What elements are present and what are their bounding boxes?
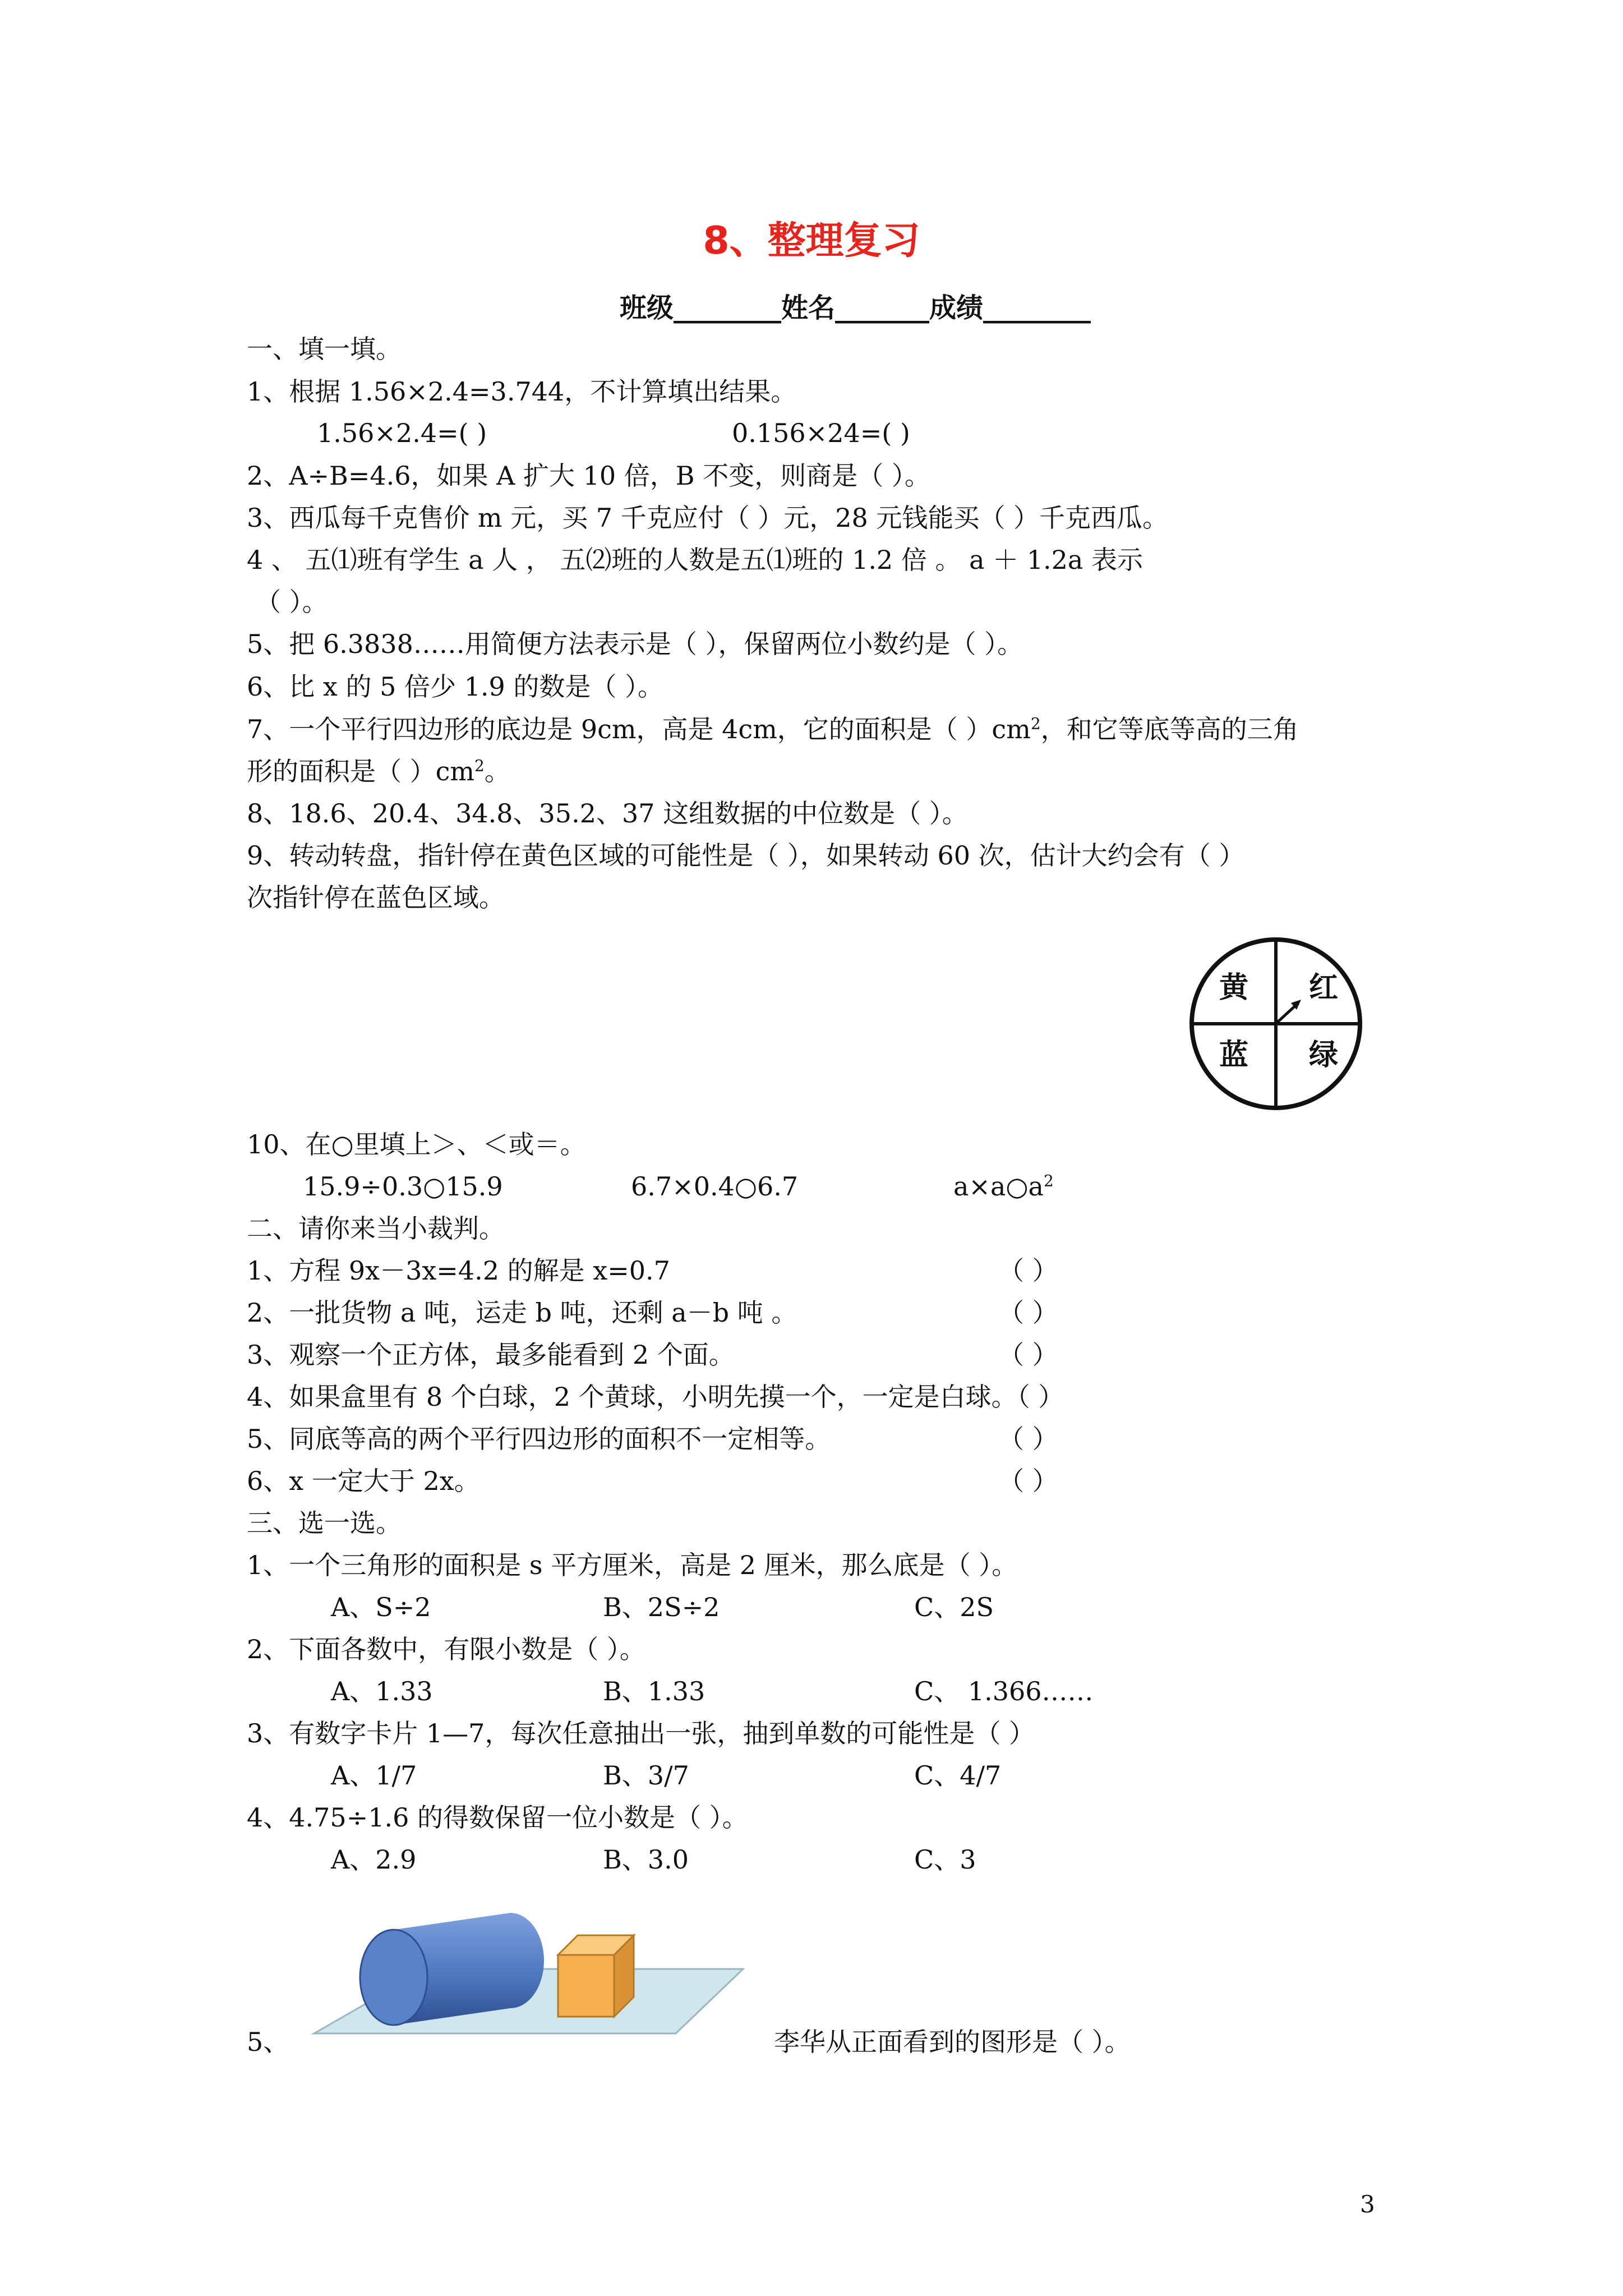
- spinner-label-yellow: 黄: [1219, 971, 1249, 1005]
- fill-q7-line1-tail: ，和它等底等高的三角: [1040, 714, 1299, 744]
- choose-q1-option-b: B、2S÷2: [603, 1592, 720, 1622]
- fill-q1a: 1.56×2.4=( ): [317, 418, 487, 448]
- choose-q3-option-a: A、1/7: [331, 1760, 417, 1791]
- choose-q4-option-b: B、3.0: [603, 1844, 689, 1875]
- judge-item-4: 4、如果盒里有 8 个白球，2 个黄球，小明先摸一个，一定是白球。（ ）: [247, 1382, 1064, 1412]
- fill-q5: 5、把 6.3838……用简便方法表示是（ ），保留两位小数约是（ ）。: [247, 629, 1023, 659]
- solids-figure: [308, 1902, 746, 2047]
- choose-q3-option-c: C、4/7: [914, 1760, 1002, 1791]
- student-info-line: 班级________姓名_______成绩________: [620, 292, 1091, 324]
- judge-item-1: 1、方程 9x－3x=4.2 的解是 x=0.7: [247, 1255, 670, 1286]
- fill-q7-line2-text: 形的面积是（ ）cm: [247, 756, 475, 786]
- fill-q7-line2: [247, 754, 510, 788]
- cube-front: [558, 1955, 614, 2017]
- judge-item-1-bracket: （ ）: [998, 1255, 1058, 1286]
- choose-q2: 2、下面各数中，有限小数是（ ）。: [247, 1634, 645, 1664]
- judge-item-5-bracket: （ ）: [998, 1424, 1058, 1454]
- fill-q7-line2-tail: 。: [484, 756, 510, 786]
- fill-q7-line1: [247, 712, 1299, 746]
- page-number: 3: [1360, 2191, 1375, 2218]
- judge-item-3-bracket: （ ）: [998, 1340, 1058, 1370]
- page-title: 8、整理复习: [703, 219, 920, 263]
- judge-item-5: 5、同底等高的两个平行四边形的面积不一定相等。: [247, 1424, 831, 1454]
- choose-q1-option-a: A、S÷2: [331, 1592, 431, 1622]
- fill-q2: 2、A÷B=4.6，如果 A 扩大 10 倍，B 不变，则商是（ ）。: [247, 461, 930, 491]
- fill-q9-line2: 次指针停在蓝色区域。: [247, 882, 505, 913]
- fill-q9-line1: 9、转动转盘，指针停在黄色区域的可能性是（ ），如果转动 60 次，估计大约会有（ ）: [247, 840, 1245, 871]
- spinner-figure: [1183, 931, 1368, 1116]
- choose-q5: 李华从正面看到的图形是（ ）。: [774, 2027, 1131, 2057]
- section-fill-heading: 一、填一填。: [247, 334, 402, 364]
- section-choose-heading: 三、选一选。: [247, 1508, 402, 1538]
- judge-item-2: 2、一批货物 a 吨，运走 b 吨，还剩 a－b 吨 。: [247, 1297, 797, 1328]
- fill-q6: 6、比 x 的 5 倍少 1.9 的数是（ ）。: [247, 671, 663, 702]
- section-judge-heading: 二、请你来当小裁判。: [247, 1213, 505, 1244]
- choose-q3: 3、有数字卡片 1—7，每次任意抽出一张，抽到单数的可能性是（ ）: [247, 1718, 1035, 1749]
- judge-item-2-bracket: （ ）: [998, 1297, 1058, 1328]
- choose-q5-number: 5、: [247, 2027, 289, 2057]
- fill-q7-line1-sup: 2: [1030, 714, 1041, 733]
- spinner-label-blue: 蓝: [1219, 1038, 1249, 1072]
- choose-q1-option-c: C、2S: [914, 1592, 994, 1622]
- choose-q2-option-b: B、1.33: [603, 1676, 706, 1706]
- choose-q2-option-c: C、 1.366……: [914, 1676, 1094, 1706]
- fill-q4-line1: 4 、 五⑴班有学生 a 人 ， 五⑵班的人数是五⑴班的 1.2 倍 。 a ＋ 1.2a 表示: [247, 545, 1143, 575]
- fill-q1: 1、根据 1.56×2.4=3.744，不计算填出结果。: [247, 376, 797, 407]
- judge-item-6-bracket: （ ）: [998, 1466, 1058, 1496]
- choose-q3-option-b: B、3/7: [603, 1760, 689, 1791]
- fill-q10c: [953, 1170, 1054, 1203]
- fill-q1b: 0.156×24=( ): [732, 418, 910, 448]
- cylinder-end: [360, 1930, 427, 2025]
- choose-q4-option-c: C、3: [914, 1844, 976, 1875]
- fill-q10c-sup: 2: [1043, 1171, 1054, 1190]
- spinner-label-green: 绿: [1308, 1038, 1339, 1072]
- judge-item-6: 6、x 一定大于 2x。: [247, 1466, 480, 1496]
- fill-q10a: 15.9÷0.3○15.9: [303, 1171, 503, 1202]
- choose-q4: 4、4.75÷1.6 的得数保留一位小数是（ ）。: [247, 1802, 748, 1833]
- fill-q4-line2: （ ）。: [255, 587, 328, 617]
- fill-q7-line1-text: 7、一个平行四边形的底边是 9cm，高是 4cm，它的面积是（ ）cm: [247, 714, 1031, 744]
- choose-q1: 1、一个三角形的面积是 s 平方厘米，高是 2 厘米，那么底是（ ）。: [247, 1550, 1018, 1580]
- fill-q10c-text: a×a○a: [953, 1171, 1044, 1202]
- fill-q3: 3、西瓜每千克售价 m 元，买 7 千克应付（ ）元，28 元钱能买（ ）千克西瓜。: [247, 503, 1169, 533]
- fill-q8: 8、18.6、20.4、34.8、35.2、37 这组数据的中位数是（ ）。: [247, 798, 968, 829]
- fill-q10b: 6.7×0.4○6.7: [631, 1171, 799, 1202]
- fill-q10: 10、在○里填上＞、＜或＝。: [247, 1129, 586, 1159]
- fill-q7-line2-sup: 2: [474, 756, 485, 775]
- judge-item-3: 3、观察一个正方体，最多能看到 2 个面。: [247, 1340, 735, 1370]
- choose-q2-option-a: A、1.33: [331, 1676, 433, 1706]
- choose-q4-option-a: A、2.9: [331, 1844, 417, 1875]
- spinner-label-red: 红: [1308, 971, 1339, 1005]
